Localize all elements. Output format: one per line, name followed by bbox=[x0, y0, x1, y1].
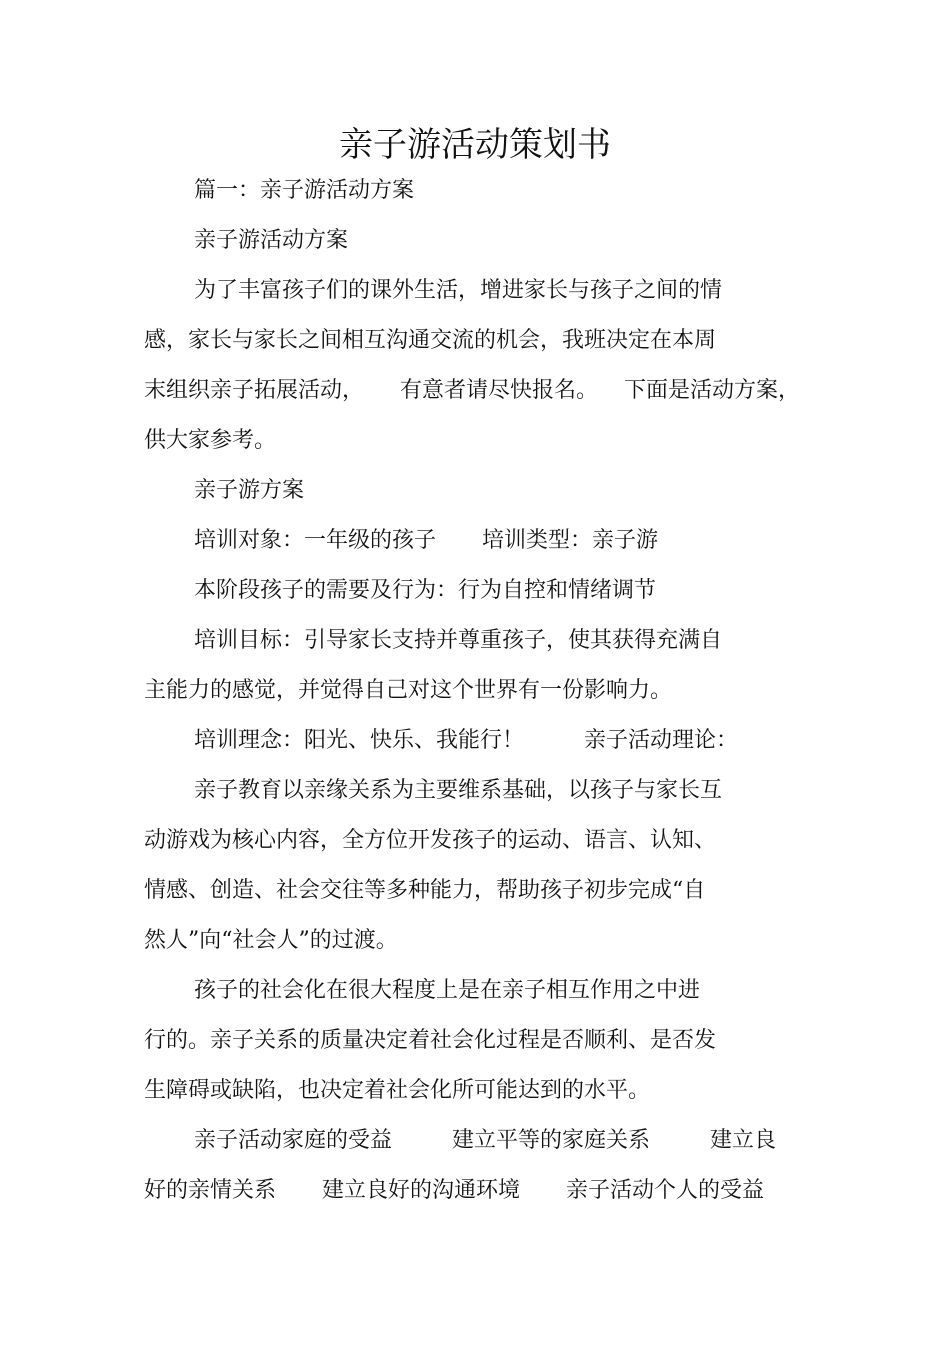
benefit-item-3: 建立良好的沟通环境 bbox=[322, 1178, 521, 1203]
family-benefits-heading: 亲子活动家庭的受益 bbox=[194, 1128, 393, 1153]
socialization-line-3: 生障碍或缺陷，也决定着社会化所可能达到的水平。 bbox=[144, 1078, 651, 1103]
theory-line-2: 动游戏为核心内容，全方位开发孩子的运动、语言、认知、 bbox=[144, 828, 717, 853]
concept-line bbox=[194, 726, 738, 756]
concept-text: 培训理念：阳光、快乐、我能行！ bbox=[194, 728, 525, 753]
benefit-item-2-part-2: 好的亲情关系 bbox=[144, 1178, 277, 1203]
training-line bbox=[194, 526, 658, 556]
intro-line-4: 供大家参考。 bbox=[144, 428, 277, 453]
socialization-line-2: 行的。亲子关系的质量决定着社会化过程是否顺利、是否发 bbox=[144, 1028, 717, 1053]
training-type: 培训类型：亲子游 bbox=[482, 528, 659, 553]
personal-benefits-heading: 亲子活动个人的受益 bbox=[566, 1178, 765, 1203]
training-target: 培训对象：一年级的孩子 bbox=[194, 528, 437, 553]
socialization-line-1: 孩子的社会化在很大程度上是在亲子相互作用之中进 bbox=[194, 978, 701, 1003]
chapter-heading: 篇一：亲子游活动方案 bbox=[194, 178, 415, 203]
benefit-item-2-part-1: 建立良 bbox=[710, 1128, 777, 1153]
theory-line-4: 然人”向“社会人”的过渡。 bbox=[144, 928, 398, 953]
intro-line-3-part-1: 末组织亲子拓展活动， bbox=[144, 378, 365, 403]
plan-heading: 亲子游方案 bbox=[194, 478, 305, 503]
benefit-item-1: 建立平等的家庭关系 bbox=[452, 1128, 651, 1153]
intro-line-2: 感，家长与家长之间相互沟通交流的机会，我班决定在本周 bbox=[144, 328, 717, 353]
intro-line-1: 为了丰富孩子们的课外生活，增进家长与孩子之间的情 bbox=[194, 278, 723, 303]
benefits-line-2 bbox=[144, 1176, 764, 1206]
intro-line-3-part-2: 有意者请尽快报名。 bbox=[400, 378, 599, 403]
theory-heading: 亲子活动理论： bbox=[584, 728, 739, 753]
section-heading: 亲子游活动方案 bbox=[194, 228, 349, 253]
document-title: 亲子游活动策划书 bbox=[339, 125, 611, 165]
theory-line-1: 亲子教育以亲缘关系为主要维系基础，以孩子与家长互 bbox=[194, 778, 723, 803]
goal-line-2: 主能力的感觉，并觉得自己对这个世界有一份影响力。 bbox=[144, 678, 673, 703]
goal-line-1: 培训目标：引导家长支持并尊重孩子，使其获得充满自 bbox=[194, 628, 723, 653]
intro-line-3 bbox=[144, 376, 800, 406]
intro-line-3-part-3: 下面是活动方案， bbox=[624, 378, 801, 403]
needs-line: 本阶段孩子的需要及行为：行为自控和情绪调节 bbox=[194, 578, 657, 603]
theory-line-3: 情感、创造、社会交往等多种能力，帮助孩子初步完成“自 bbox=[144, 878, 706, 903]
benefits-line-1 bbox=[194, 1126, 776, 1156]
